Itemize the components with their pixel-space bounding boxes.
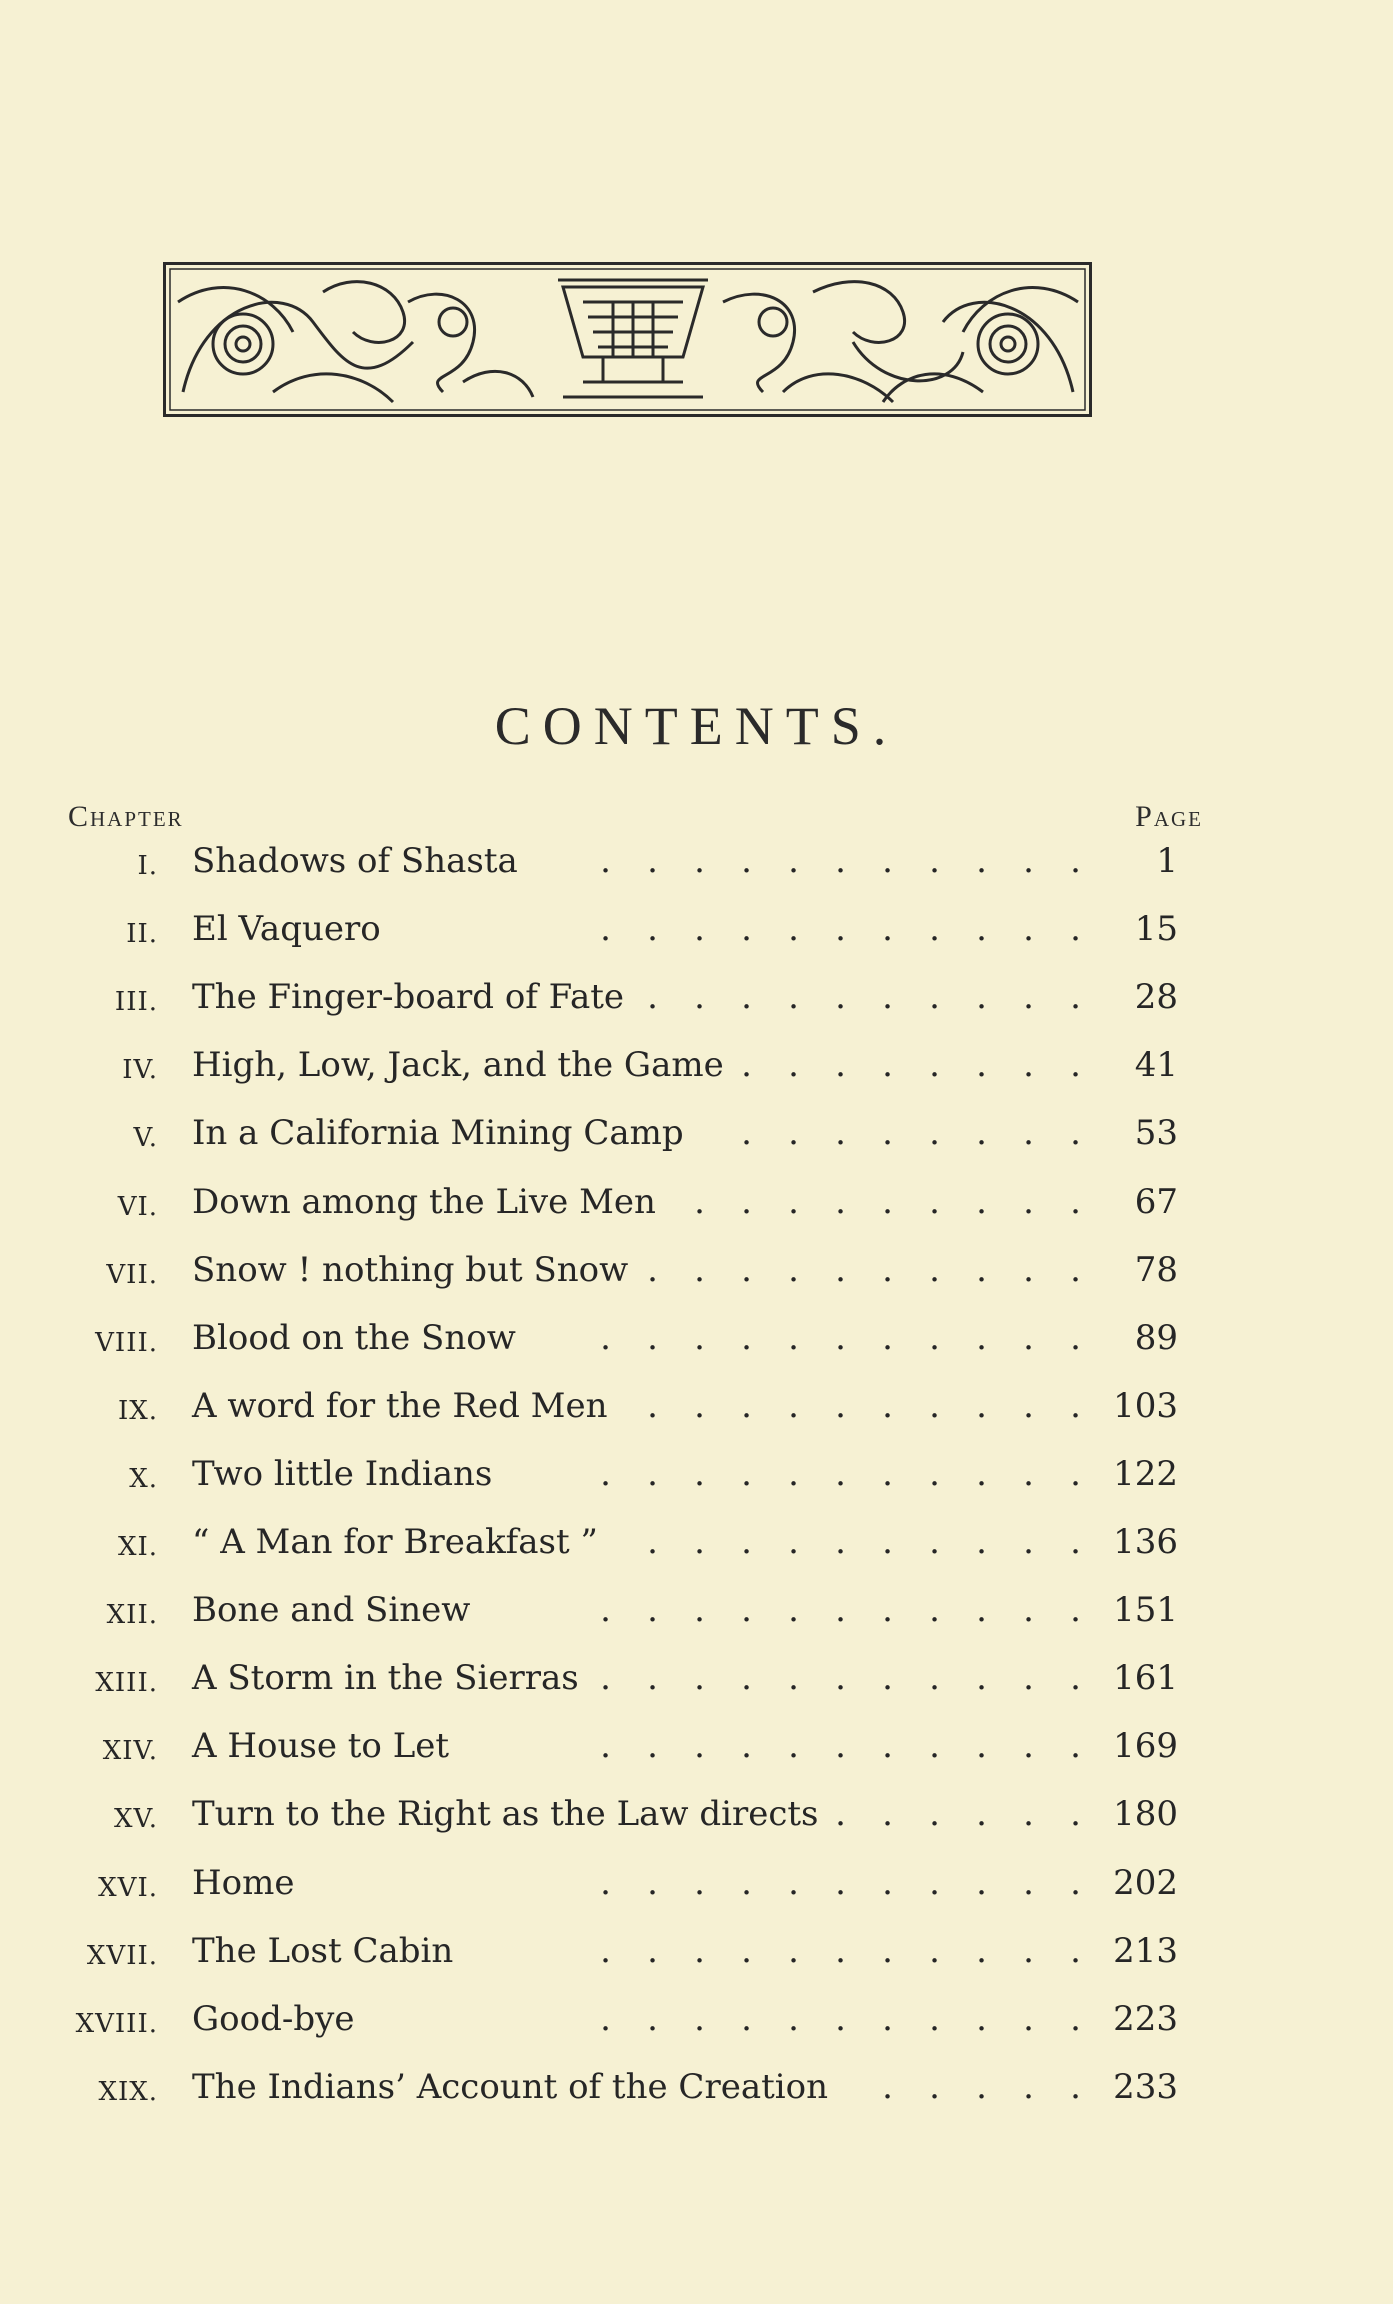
page-number: 53 <box>1134 1113 1178 1154</box>
leader-dot: . <box>976 977 987 1018</box>
leader-dot: . <box>647 1658 658 1699</box>
leader-dot: . <box>788 1249 799 1290</box>
leader-dot: . <box>882 1249 893 1290</box>
leader-dot: . <box>741 1658 752 1699</box>
ornamental-headpiece <box>163 262 1092 418</box>
leader-dot: . <box>647 1590 658 1631</box>
leader-dot: . <box>1070 909 1081 950</box>
leader-dot: . <box>694 1998 705 2039</box>
leader-dot: . <box>647 1998 658 2039</box>
leader-dot: . <box>976 1862 987 1903</box>
leader-dot: . <box>882 1453 893 1494</box>
leader-dot: . <box>788 1453 799 1494</box>
leader-dot: . <box>929 1794 940 1835</box>
leader-dot: . <box>741 1590 752 1631</box>
leader-dot: . <box>1023 1249 1034 1290</box>
chapter-title: El Vaquero <box>192 909 381 950</box>
leader-dot: . <box>882 841 893 881</box>
leader-dot: . <box>835 1658 846 1699</box>
leader-dot: . <box>694 1385 705 1426</box>
leader-dot: . <box>694 1181 705 1222</box>
toc-entry <box>0 1658 1393 1714</box>
leader-dot: . <box>882 1590 893 1631</box>
leader-dot: . <box>882 909 893 950</box>
toc-entry <box>0 1794 1393 1850</box>
leader-dot: . <box>1070 1453 1081 1494</box>
page-number: 202 <box>1113 1862 1178 1903</box>
leader-dot: . <box>600 841 611 881</box>
leader-dot: . <box>835 909 846 950</box>
leader-dot: . <box>929 1522 940 1562</box>
dot-leaders <box>864 2067 1099 2107</box>
leader-dot: . <box>1070 1181 1081 1222</box>
dot-leaders <box>582 909 1099 949</box>
leader-dot: . <box>882 1930 893 1971</box>
scroll-ornament-icon <box>163 262 1092 418</box>
leader-dot: . <box>788 1998 799 2039</box>
chapter-title: Home <box>192 1862 295 1903</box>
toc-entry <box>0 2067 1393 2123</box>
leader-dot: . <box>976 1658 987 1699</box>
leader-dot: . <box>600 1726 611 1767</box>
leader-dot: . <box>741 1113 752 1154</box>
leader-dot: . <box>1023 1522 1034 1562</box>
leader-dot: . <box>741 1385 752 1426</box>
leader-dot: . <box>929 1113 940 1154</box>
leader-dot: . <box>1070 1726 1081 1767</box>
leader-dot: . <box>929 1385 940 1426</box>
leader-dot: . <box>976 1726 987 1767</box>
chapter-title: High, Low, Jack, and the Game <box>192 1045 724 1086</box>
toc-entry <box>0 1522 1393 1578</box>
leader-dot: . <box>788 1317 799 1358</box>
chapter-numeral: XIX. <box>98 2076 158 2107</box>
page-number: 28 <box>1134 977 1178 1018</box>
leader-dot: . <box>976 1385 987 1426</box>
leader-dot: . <box>976 1794 987 1835</box>
dot-leaders <box>582 1931 1099 1971</box>
leader-dot: . <box>1070 1317 1081 1358</box>
toc-entry <box>0 977 1393 1033</box>
page-number: 122 <box>1113 1453 1178 1494</box>
chapter-numeral: IX. <box>117 1395 158 1426</box>
chapter-numeral: XI. <box>117 1532 158 1562</box>
leader-dot: . <box>741 1045 752 1086</box>
page-number: 136 <box>1113 1522 1178 1562</box>
toc-entry <box>0 1726 1393 1782</box>
leader-dot: . <box>694 1317 705 1358</box>
chapter-title: Shadows of Shasta <box>192 841 518 881</box>
leader-dot: . <box>976 1113 987 1154</box>
leader-dot: . <box>882 1181 893 1222</box>
toc-entry <box>0 909 1393 965</box>
chapter-title: The Lost Cabin <box>192 1930 454 1971</box>
chapter-numeral: XIII. <box>95 1668 158 1699</box>
chapter-numeral: IV. <box>122 1055 158 1086</box>
leader-dot: . <box>694 1522 705 1562</box>
leader-dot: . <box>788 977 799 1018</box>
leader-dot: . <box>1023 977 1034 1018</box>
leader-dot: . <box>929 1862 940 1903</box>
chapter-title: Turn to the Right as the Law directs <box>192 1794 819 1835</box>
leader-dot: . <box>882 1385 893 1426</box>
leader-dot: . <box>976 1453 987 1494</box>
leader-dot: . <box>694 1453 705 1494</box>
leader-dot: . <box>976 1522 987 1562</box>
dot-leaders <box>629 1250 1099 1290</box>
chapter-title: Bone and Sinew <box>192 1590 471 1631</box>
leader-dot: . <box>788 1181 799 1222</box>
leader-dot: . <box>882 2066 893 2107</box>
leader-dot: . <box>788 1385 799 1426</box>
page-number: 103 <box>1113 1385 1178 1426</box>
leader-dot: . <box>882 1522 893 1562</box>
dot-leaders <box>723 1045 1099 1085</box>
leader-dot: . <box>1023 1998 1034 2039</box>
toc-entry <box>0 1590 1393 1646</box>
leader-dot: . <box>788 1862 799 1903</box>
leader-dot: . <box>835 1726 846 1767</box>
leader-dot: . <box>741 1249 752 1290</box>
leader-dot: . <box>1023 841 1034 881</box>
leader-dot: . <box>694 1249 705 1290</box>
leader-dot: . <box>788 1045 799 1086</box>
toc-entry <box>0 841 1393 897</box>
leader-dot: . <box>1070 1113 1081 1154</box>
leader-dot: . <box>694 1862 705 1903</box>
leader-dot: . <box>1070 977 1081 1018</box>
leader-dot: . <box>929 2066 940 2107</box>
chapter-numeral: XIV. <box>102 1736 158 1767</box>
leader-dot: . <box>1070 1794 1081 1835</box>
page-number: 213 <box>1113 1930 1178 1971</box>
leader-dot: . <box>741 1522 752 1562</box>
dot-leaders <box>582 1318 1099 1358</box>
chapter-numeral: XVII. <box>86 1940 158 1971</box>
leader-dot: . <box>882 1794 893 1835</box>
page-number: 233 <box>1113 2066 1178 2107</box>
leader-dot: . <box>976 1317 987 1358</box>
chapter-numeral: V. <box>133 1123 158 1154</box>
leader-dot: . <box>647 1317 658 1358</box>
page-number: 161 <box>1113 1658 1178 1699</box>
page-number: 180 <box>1113 1794 1178 1835</box>
leader-dot: . <box>976 2066 987 2107</box>
leader-dot: . <box>694 1726 705 1767</box>
leader-dot: . <box>835 1862 846 1903</box>
leader-dot: . <box>1070 1385 1081 1426</box>
leader-dot: . <box>600 1658 611 1699</box>
dot-leaders <box>629 1522 1099 1562</box>
leader-dot: . <box>1023 2066 1034 2107</box>
leader-dot: . <box>600 1317 611 1358</box>
leader-dot: . <box>694 841 705 881</box>
leader-dot: . <box>929 1181 940 1222</box>
leader-dot: . <box>835 1930 846 1971</box>
toc-entry <box>0 1250 1393 1306</box>
toc-entry <box>0 1182 1393 1238</box>
chapter-title: A word for the Red Men <box>192 1385 608 1426</box>
leader-dot: . <box>600 1930 611 1971</box>
leader-dot: . <box>1023 1794 1034 1835</box>
chapter-numeral: XV. <box>113 1804 158 1835</box>
leader-dot: . <box>929 1658 940 1699</box>
leader-dot: . <box>929 1453 940 1494</box>
toc-entry <box>0 1113 1393 1169</box>
dot-leaders <box>582 1999 1099 2039</box>
chapter-title: Down among the Live Men <box>192 1181 656 1222</box>
page-number: 41 <box>1134 1045 1178 1086</box>
leader-dot: . <box>647 1453 658 1494</box>
chapter-numeral: XVI. <box>98 1872 158 1903</box>
leader-dot: . <box>1070 1522 1081 1562</box>
leader-dot: . <box>647 1249 658 1290</box>
leader-dot: . <box>835 977 846 1018</box>
leader-dot: . <box>647 977 658 1018</box>
chapter-numeral: VI. <box>117 1191 158 1222</box>
leader-dot: . <box>882 1045 893 1086</box>
leader-dot: . <box>600 1590 611 1631</box>
leader-dot: . <box>647 1522 658 1562</box>
toc-entry <box>0 1999 1393 2055</box>
leader-dot: . <box>741 1181 752 1222</box>
leader-dot: . <box>788 1930 799 1971</box>
leader-dot: . <box>835 841 846 881</box>
chapter-numeral: III. <box>114 987 158 1018</box>
dot-leaders <box>582 1863 1099 1903</box>
chapter-title: The Finger-board of Fate <box>192 977 625 1018</box>
dot-leaders <box>582 1590 1099 1630</box>
leader-dot: . <box>929 977 940 1018</box>
leader-dot: . <box>647 1862 658 1903</box>
leader-dot: . <box>600 1453 611 1494</box>
leader-dot: . <box>1023 1658 1034 1699</box>
leader-dot: . <box>788 1522 799 1562</box>
chapter-title: Good-bye <box>192 1998 355 2039</box>
chapter-column-label: Chapter <box>68 800 184 833</box>
leader-dot: . <box>1023 1590 1034 1631</box>
leader-dot: . <box>788 1590 799 1631</box>
leader-dot: . <box>882 1726 893 1767</box>
chapter-numeral: I. <box>137 851 158 881</box>
leader-dot: . <box>929 841 940 881</box>
leader-dot: . <box>835 1113 846 1154</box>
dot-leaders <box>582 841 1099 881</box>
leader-dot: . <box>835 1045 846 1086</box>
leader-dot: . <box>1070 841 1081 881</box>
leader-dot: . <box>929 1726 940 1767</box>
leader-dot: . <box>694 1658 705 1699</box>
leader-dot: . <box>694 909 705 950</box>
leader-dot: . <box>1070 1249 1081 1290</box>
leader-dot: . <box>647 1385 658 1426</box>
leader-dot: . <box>835 1590 846 1631</box>
chapter-title: Two little Indians <box>192 1453 493 1494</box>
leader-dot: . <box>647 909 658 950</box>
chapter-title: Snow ! nothing but Snow <box>192 1249 629 1290</box>
dot-leaders <box>629 977 1099 1017</box>
leader-dot: . <box>1070 2066 1081 2107</box>
dot-leaders <box>629 1386 1099 1426</box>
leader-dot: . <box>788 1726 799 1767</box>
leader-dot: . <box>835 1249 846 1290</box>
leader-dot: . <box>929 1249 940 1290</box>
leader-dot: . <box>741 1453 752 1494</box>
leader-dot: . <box>835 1453 846 1494</box>
dot-leaders <box>582 1658 1099 1698</box>
toc-entry <box>0 1863 1393 1919</box>
leader-dot: . <box>741 1726 752 1767</box>
leader-dot: . <box>1070 1998 1081 2039</box>
leader-dot: . <box>788 841 799 881</box>
leader-dot: . <box>1023 1317 1034 1358</box>
leader-dot: . <box>1070 1658 1081 1699</box>
leader-dot: . <box>1070 1045 1081 1086</box>
leader-dot: . <box>1023 1045 1034 1086</box>
leader-dot: . <box>835 1181 846 1222</box>
page-column-label: Page <box>1135 800 1203 833</box>
page-number: 1 <box>1156 841 1178 881</box>
leader-dot: . <box>1070 1590 1081 1631</box>
page-number: 151 <box>1113 1590 1178 1631</box>
page-number: 223 <box>1113 1998 1178 2039</box>
dot-leaders <box>582 1726 1099 1766</box>
chapter-title: A Storm in the Sierras <box>192 1658 579 1699</box>
leader-dot: . <box>741 977 752 1018</box>
leader-dot: . <box>1023 1930 1034 1971</box>
leader-dot: . <box>882 1998 893 2039</box>
toc-entry <box>0 1931 1393 1987</box>
leader-dot: . <box>788 909 799 950</box>
leader-dot: . <box>741 1998 752 2039</box>
chapter-title: A House to Let <box>192 1726 450 1767</box>
contents-heading: CONTENTS. <box>494 696 899 756</box>
leader-dot: . <box>1070 1930 1081 1971</box>
toc-entry <box>0 1454 1393 1510</box>
leader-dot: . <box>929 1045 940 1086</box>
leader-dot: . <box>647 841 658 881</box>
chapter-numeral: VII. <box>106 1259 158 1290</box>
toc-entry <box>0 1318 1393 1374</box>
chapter-title: In a California Mining Camp <box>192 1113 684 1154</box>
leader-dot: . <box>1023 1726 1034 1767</box>
chapter-numeral: X. <box>129 1463 158 1494</box>
leader-dot: . <box>694 977 705 1018</box>
chapter-numeral: VIII. <box>95 1327 158 1358</box>
leader-dot: . <box>976 1045 987 1086</box>
page-number: 89 <box>1134 1317 1178 1358</box>
leader-dot: . <box>976 1249 987 1290</box>
leader-dot: . <box>976 841 987 881</box>
leader-dot: . <box>741 1317 752 1358</box>
leader-dot: . <box>1023 1453 1034 1494</box>
toc-entry <box>0 1386 1393 1442</box>
page-number: 15 <box>1134 909 1178 950</box>
chapter-numeral: II. <box>126 919 158 950</box>
leader-dot: . <box>929 909 940 950</box>
leader-dot: . <box>835 1998 846 2039</box>
leader-dot: . <box>929 1998 940 2039</box>
leader-dot: . <box>1070 1862 1081 1903</box>
leader-dot: . <box>741 1930 752 1971</box>
leader-dot: . <box>741 1862 752 1903</box>
dot-leaders <box>582 1454 1099 1494</box>
leader-dot: . <box>1023 1862 1034 1903</box>
leader-dot: . <box>1023 1385 1034 1426</box>
leader-dot: . <box>929 1930 940 1971</box>
leader-dot: . <box>788 1113 799 1154</box>
page-number: 78 <box>1134 1249 1178 1290</box>
leader-dot: . <box>882 1862 893 1903</box>
toc-entry <box>0 1045 1393 1101</box>
chapter-numeral: XII. <box>106 1600 158 1631</box>
leader-dot: . <box>694 1930 705 1971</box>
dot-leaders <box>817 1794 1099 1834</box>
leader-dot: . <box>1023 1113 1034 1154</box>
chapter-numeral: XVIII. <box>75 2008 158 2039</box>
chapter-title: The Indians’ Account of the Creation <box>192 2066 828 2107</box>
leader-dot: . <box>882 1113 893 1154</box>
leader-dot: . <box>976 1998 987 2039</box>
leader-dot: . <box>788 1658 799 1699</box>
dot-leaders <box>676 1182 1099 1222</box>
leader-dot: . <box>835 1794 846 1835</box>
leader-dot: . <box>741 841 752 881</box>
leader-dot: . <box>647 1726 658 1767</box>
leader-dot: . <box>882 1658 893 1699</box>
leader-dot: . <box>929 1317 940 1358</box>
chapter-title: “ A Man for Breakfast ” <box>192 1522 598 1562</box>
leader-dot: . <box>600 1998 611 2039</box>
leader-dot: . <box>835 1317 846 1358</box>
chapter-title: Blood on the Snow <box>192 1317 516 1358</box>
leader-dot: . <box>976 1590 987 1631</box>
leader-dot: . <box>1023 909 1034 950</box>
leader-dot: . <box>835 1385 846 1426</box>
leader-dot: . <box>835 1522 846 1562</box>
leader-dot: . <box>694 1590 705 1631</box>
leader-dot: . <box>741 909 752 950</box>
leader-dot: . <box>647 1930 658 1971</box>
leader-dot: . <box>1023 1181 1034 1222</box>
page-number: 67 <box>1134 1181 1178 1222</box>
dot-leaders <box>723 1113 1099 1153</box>
leader-dot: . <box>600 909 611 950</box>
leader-dot: . <box>929 1590 940 1631</box>
leader-dot: . <box>976 1930 987 1971</box>
leader-dot: . <box>600 1862 611 1903</box>
page-number: 169 <box>1113 1726 1178 1767</box>
leader-dot: . <box>976 1181 987 1222</box>
leader-dot: . <box>882 1317 893 1358</box>
leader-dot: . <box>882 977 893 1018</box>
leader-dot: . <box>976 909 987 950</box>
